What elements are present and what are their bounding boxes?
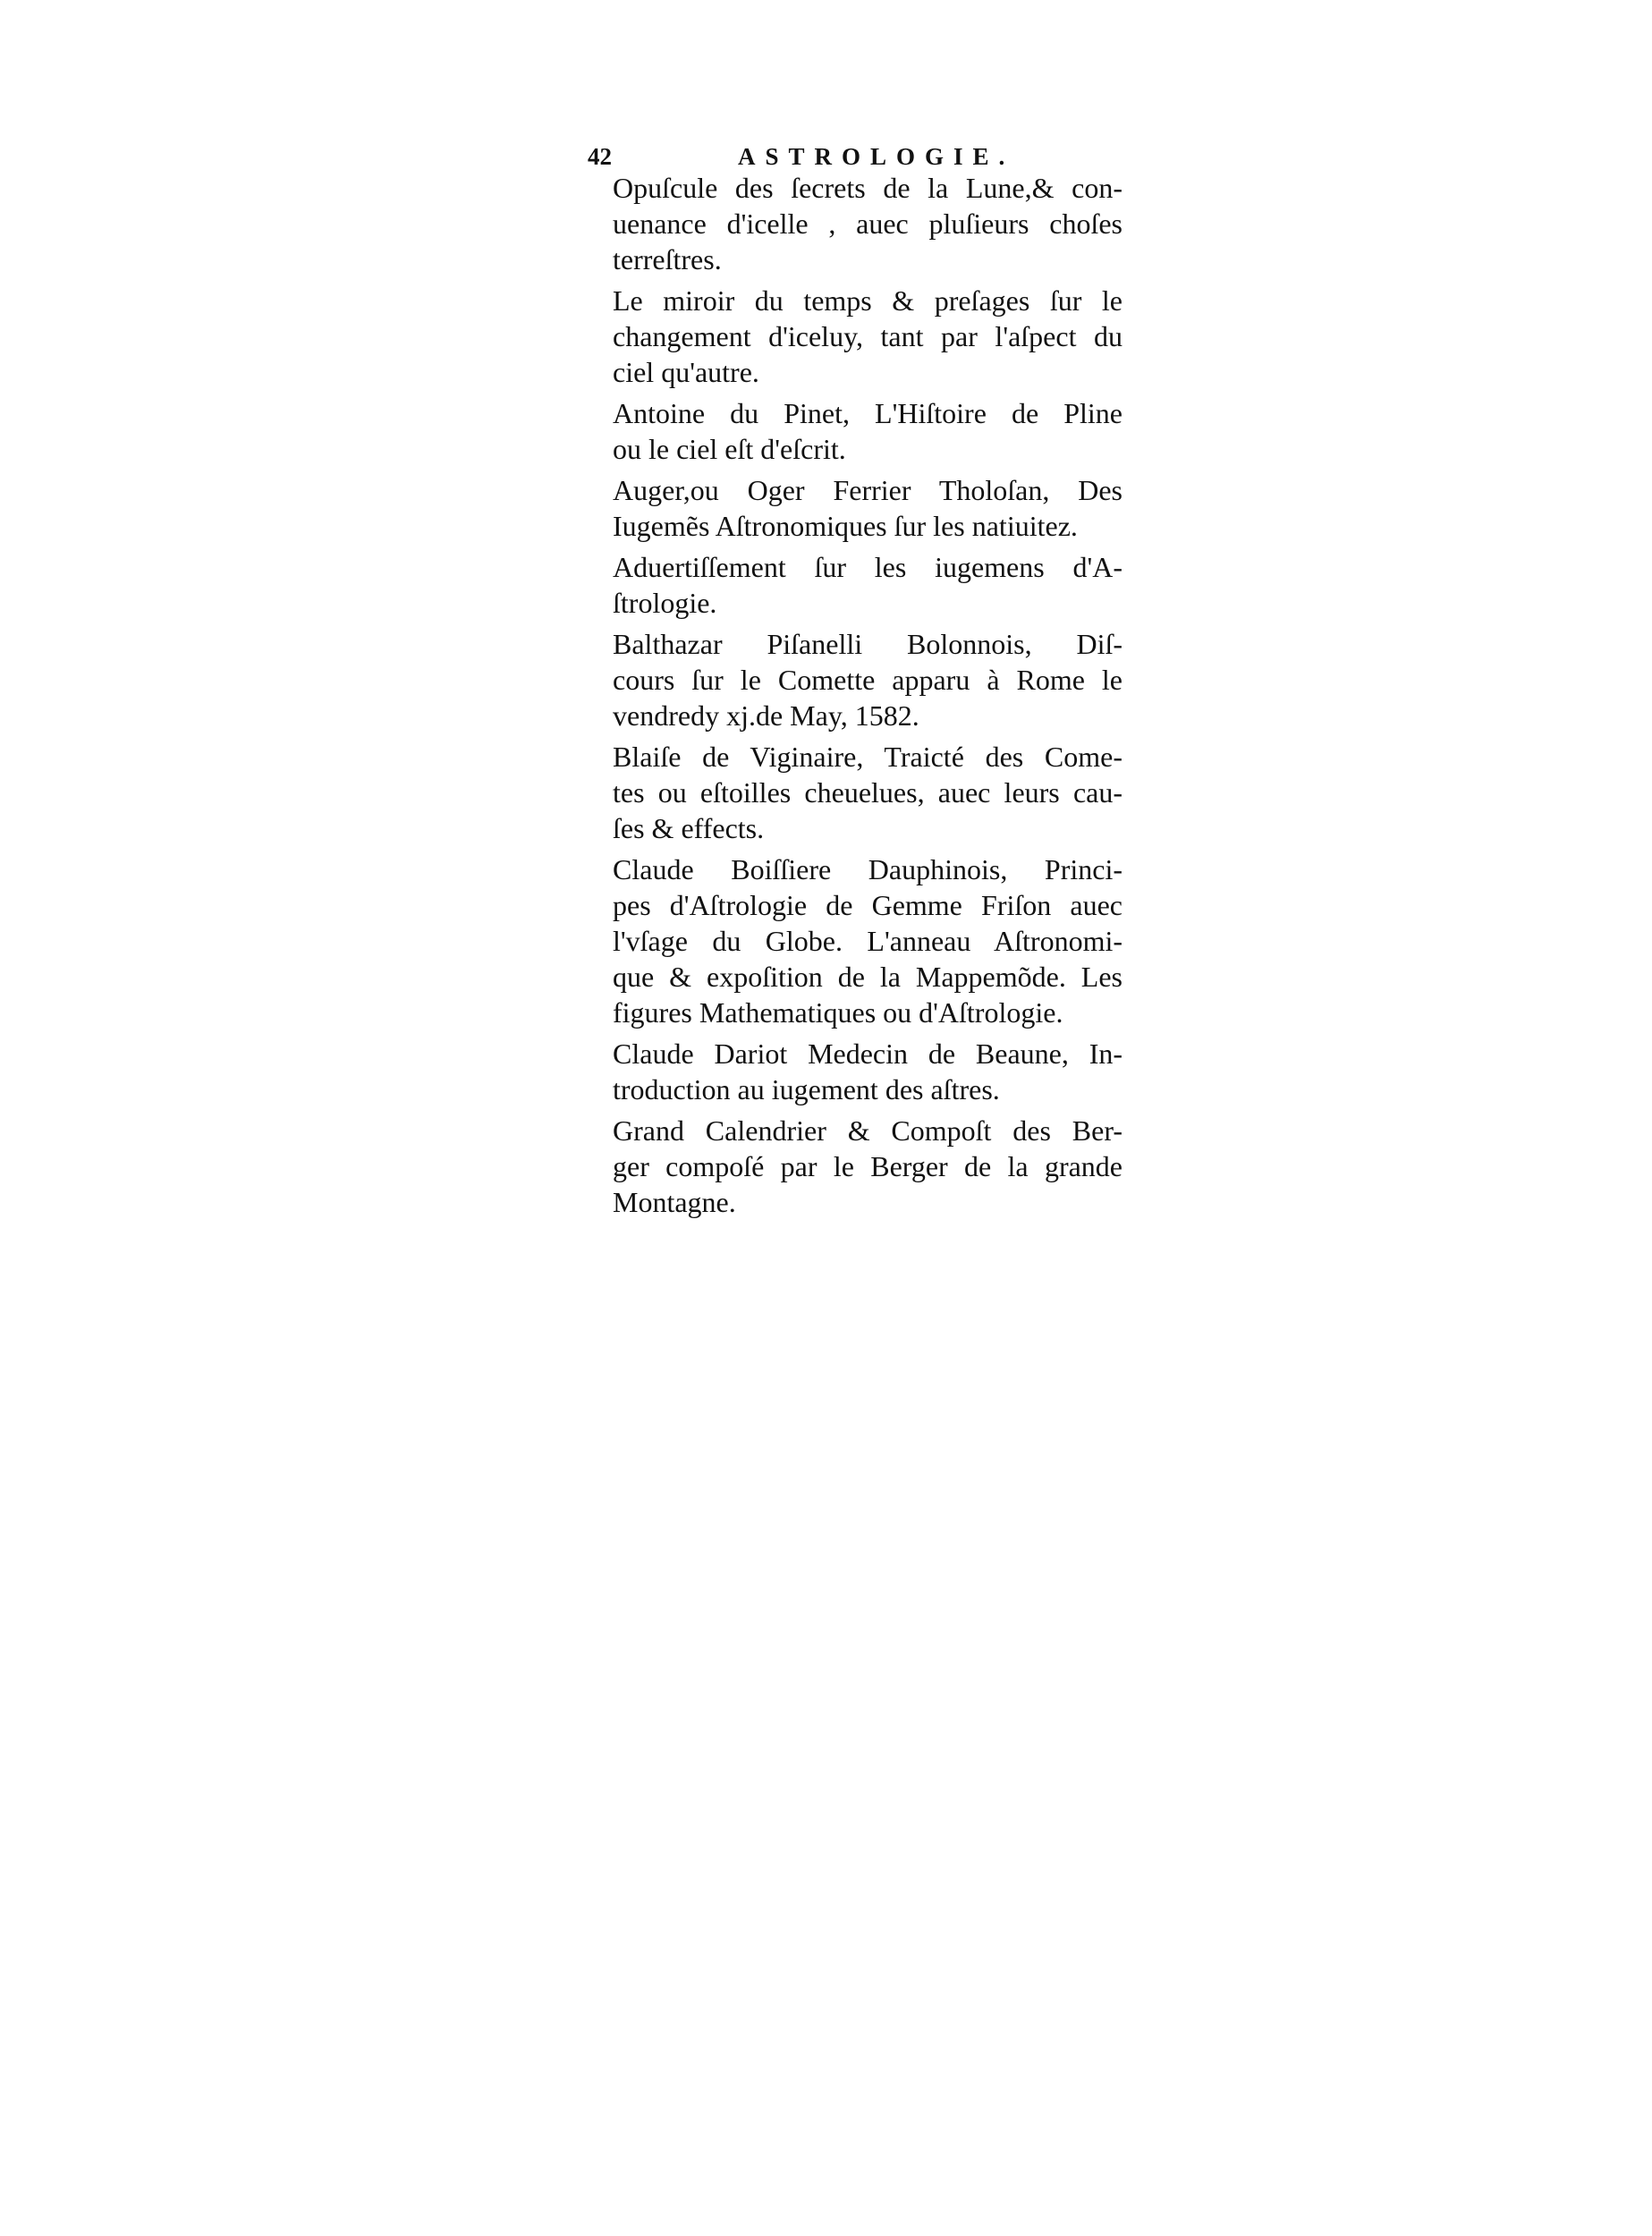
entry-line: terreſtres.: [613, 243, 722, 275]
entry-line: ou le ciel eſt d'eſcrit.: [613, 433, 846, 465]
entry-line: Aduertiſſement ſur les iugemens d'A-: [613, 551, 1123, 583]
running-title: ASTROLOGIE.: [738, 143, 1015, 170]
entry-line: ger compoſé par le Berger de la grande: [613, 1150, 1123, 1182]
entry-line: Le miroir du temps & preſages ſur le: [613, 284, 1123, 317]
entry-line: l'vſage du Globe. L'anneau Aſtronomi-: [613, 925, 1123, 957]
page-number: 42: [588, 143, 612, 170]
bibliography-entry: [586, 626, 1123, 733]
bibliography-entry: [586, 1036, 1123, 1107]
entry-line: changement d'iceluy, tant par l'aſpect du: [613, 320, 1123, 352]
running-head: [586, 143, 1123, 170]
entry-line: Opuſcule des ſecrets de la Lune,& con-: [613, 172, 1123, 204]
bibliography-entry: [586, 395, 1123, 467]
entry-line: Antoine du Pinet, L'Hiſtoire de Pline: [613, 397, 1123, 429]
entry-line: cours ſur le Comette apparu à Rome le: [613, 664, 1123, 696]
entry-line: Auger,ou Oger Ferrier Tholoſan, Des: [613, 474, 1123, 506]
bibliography-entry: [586, 472, 1123, 544]
entry-line: Grand Calendrier & Compoſt des Ber-: [613, 1114, 1123, 1147]
entry-line: que & expoſition de la Mappemõde. Les: [613, 961, 1123, 993]
bibliography-entry: [586, 549, 1123, 621]
entry-line: tes ou eſtoilles cheuelues, auec leurs cau-: [613, 776, 1123, 809]
bibliography-entries: [586, 170, 1123, 1220]
entry-line: Iugemẽs Aſtronomiques ſur les natiuitez.: [613, 510, 1078, 542]
entry-line: vendredy xj.de May, 1582.: [613, 699, 919, 732]
entry-line: uenance d'icelle , auec pluſieurs choſes: [613, 208, 1123, 240]
entry-line: Claude Boiſſiere Dauphinois, Princi-: [613, 853, 1123, 885]
entry-line: troduction au iugement des aſtres.: [613, 1073, 1000, 1105]
entry-line: Blaiſe de Viginaire, Traicté des Come-: [613, 741, 1123, 773]
entry-line: ſtrologie.: [613, 587, 717, 619]
entry-line: ſes & effects.: [613, 812, 765, 844]
entry-line: Claude Dariot Medecin de Beaune, In-: [613, 1038, 1123, 1070]
entry-line: Montagne.: [613, 1186, 736, 1218]
entry-line: figures Mathematiques ou d'Aſtrologie.: [613, 996, 1063, 1029]
bibliography-entry: [586, 1113, 1123, 1220]
bibliography-entry: [586, 739, 1123, 846]
entry-line: pes d'Aſtrologie de Gemme Friſon auec: [613, 889, 1123, 921]
text-block: [586, 143, 1123, 1225]
bibliography-entry: [586, 851, 1123, 1030]
bibliography-entry: [586, 283, 1123, 390]
entry-line: ciel qu'autre.: [613, 356, 759, 388]
entry-line: Balthazar Piſanelli Bolonnois, Diſ-: [613, 628, 1123, 660]
bibliography-entry: [586, 170, 1123, 277]
